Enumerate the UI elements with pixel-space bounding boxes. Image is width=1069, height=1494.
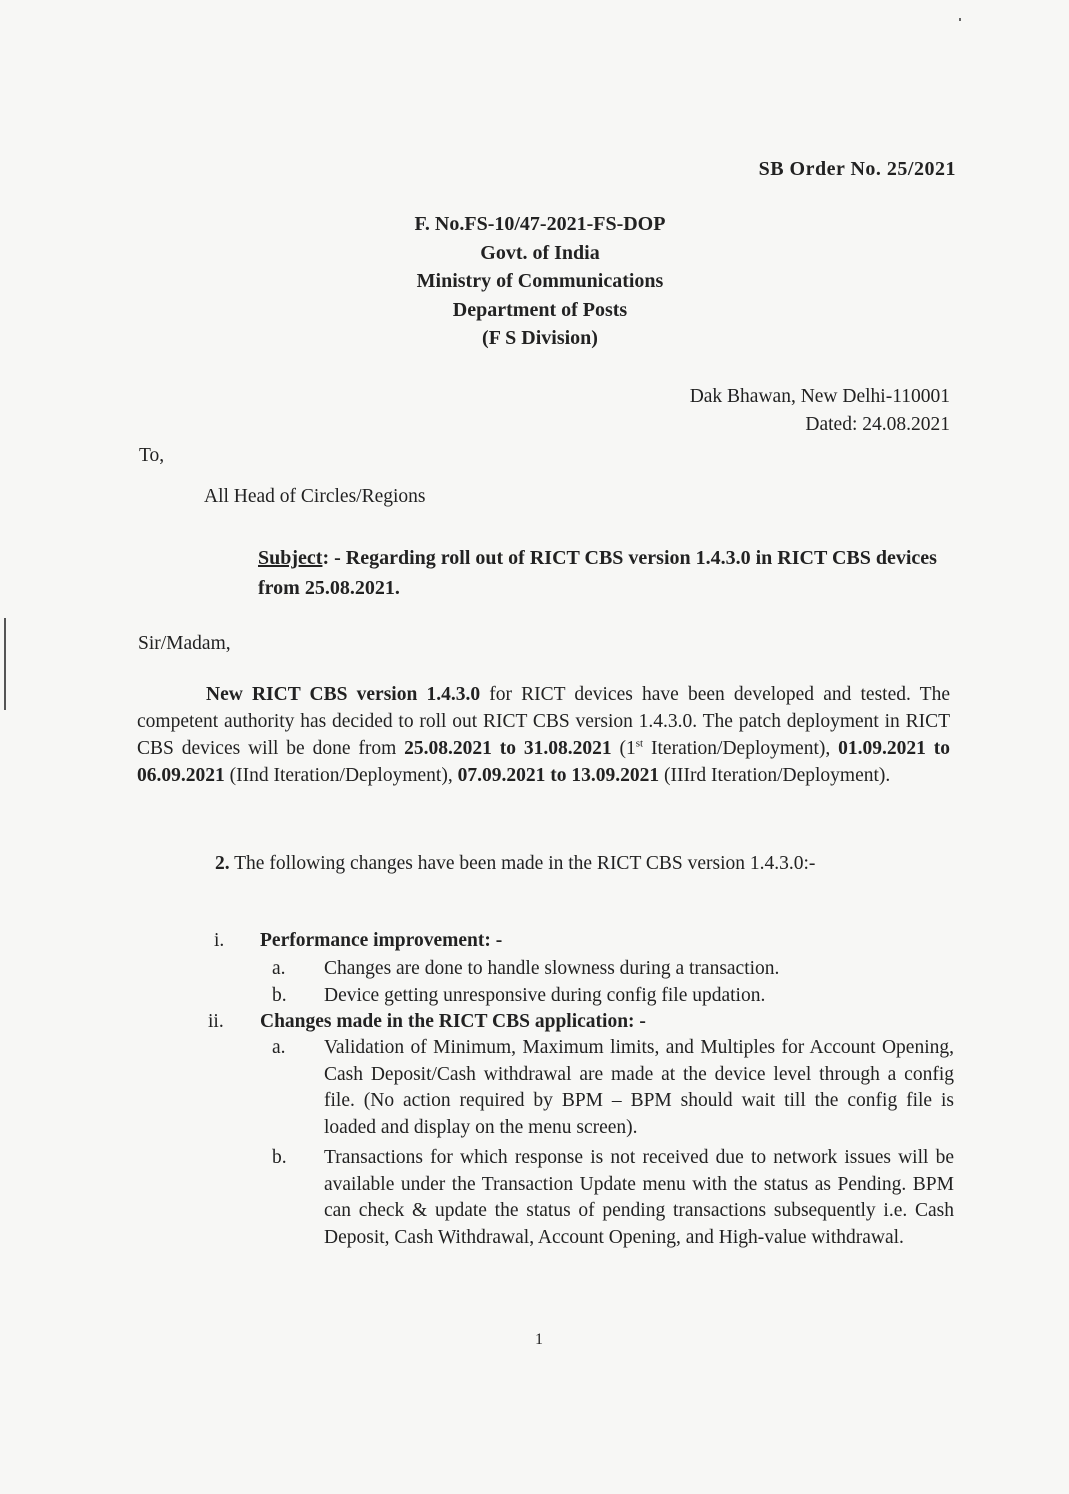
p1-bold-range-3: 07.09.2021 to 13.09.2021 — [457, 765, 660, 786]
change-item — [214, 928, 954, 954]
p1-sup: st — [635, 737, 644, 750]
changes-list — [208, 928, 954, 1251]
page-number: 1 — [535, 1331, 543, 1348]
sub-item-letter: b. — [272, 1147, 287, 1168]
margin-mark — [4, 618, 6, 710]
subject-text: : - Regarding roll out of RICT CBS version 1.4.3.0 in RICT CBS devices from 25.08.2021. — [258, 547, 937, 599]
p2-text: The following changes have been made in the RICT CBS version 1.4.3.0:- — [229, 853, 816, 874]
scan-speck — [959, 18, 961, 21]
sub-item-text: Transactions for which response is not received due to network issues will be available under the Transaction Update menu with the status as Pending. BPM can check & update the status of pending transactions subsequently i.e. Cash Deposit, Cash Withdrawal, Account Opening, and High-value withdrawal. — [324, 1147, 954, 1248]
sub-item-letter: b. — [272, 984, 287, 1006]
sub-item-text: Validation of Minimum, Maximum limits, and Multiples for Account Opening, Cash Deposit/Cash withdrawal are made at the device level through a config file. (No action required by BPM – BPM should wait till the config file is loaded and display on the menu screen). — [324, 1037, 954, 1138]
recipient: All Head of Circles/Regions — [204, 486, 426, 507]
sub-item — [214, 983, 954, 1010]
subject-label: Subject — [258, 547, 323, 569]
p1-text-3: (IInd Iteration/Deployment), — [224, 765, 458, 786]
p1-text-2b: Iteration/Deployment), — [643, 738, 839, 759]
ministry-line: Ministry of Communications — [416, 270, 664, 292]
place: Dak Bhawan, New Delhi-110001 — [689, 386, 950, 407]
govt-line: Govt. of India — [480, 241, 600, 264]
division-line: (F S Division) — [482, 327, 598, 349]
paragraph-2 — [187, 850, 950, 877]
department-line: Department of Posts — [452, 298, 628, 321]
item-number: ii. — [208, 1011, 224, 1032]
p1-text-1: for RICT devices have been developed and tested. The competent authority has decided to roll out RICT CBS version 1.4.3.0. The patch deployment in RICT CBS devices will be done from — [137, 684, 950, 759]
p1-bold-range-1: 25.08.2021 to 31.08.2021 — [404, 738, 612, 759]
sub-item-text: Device getting unresponsive during config file updation. — [324, 984, 766, 1006]
to-line: To, — [139, 445, 165, 466]
salutation: Sir/Madam, — [138, 633, 231, 654]
p1-text-2a: (1 — [611, 738, 636, 759]
item-title-suffix: : - — [628, 1011, 646, 1032]
sub-item-letter: a. — [272, 1037, 286, 1058]
subject — [258, 543, 950, 603]
sub-item-text: Changes are done to handle slowness during a transaction. — [324, 958, 780, 979]
sub-item — [214, 1035, 954, 1141]
sub-item — [214, 956, 954, 983]
sub-item-letter: a. — [272, 958, 286, 979]
item-number: i. — [214, 930, 225, 951]
date: Dated: 24.08.2021 — [805, 414, 950, 435]
p2-number: 2. — [215, 853, 230, 874]
change-item — [208, 1009, 954, 1035]
item-title-suffix: : - — [484, 930, 503, 951]
file-number: F. No.FS-10/47-2021-FS-DOP — [414, 213, 666, 235]
paragraph-1 — [137, 681, 950, 789]
place-date-block — [560, 383, 950, 439]
item-title: Changes made in the RICT CBS application — [260, 1011, 629, 1032]
item-title: Performance improvement — [260, 930, 485, 951]
sub-item — [214, 1145, 954, 1251]
p1-bold-range-2: 01.09.2021 to 06.09.2021 — [137, 738, 950, 786]
letterhead — [330, 210, 750, 353]
order-number: SB Order No. 25/2021 — [758, 158, 956, 180]
p1-text-4: (IIIrd Iteration/Deployment). — [659, 765, 891, 786]
p1-bold-version: New RICT CBS version 1.4.3.0 — [206, 684, 481, 705]
